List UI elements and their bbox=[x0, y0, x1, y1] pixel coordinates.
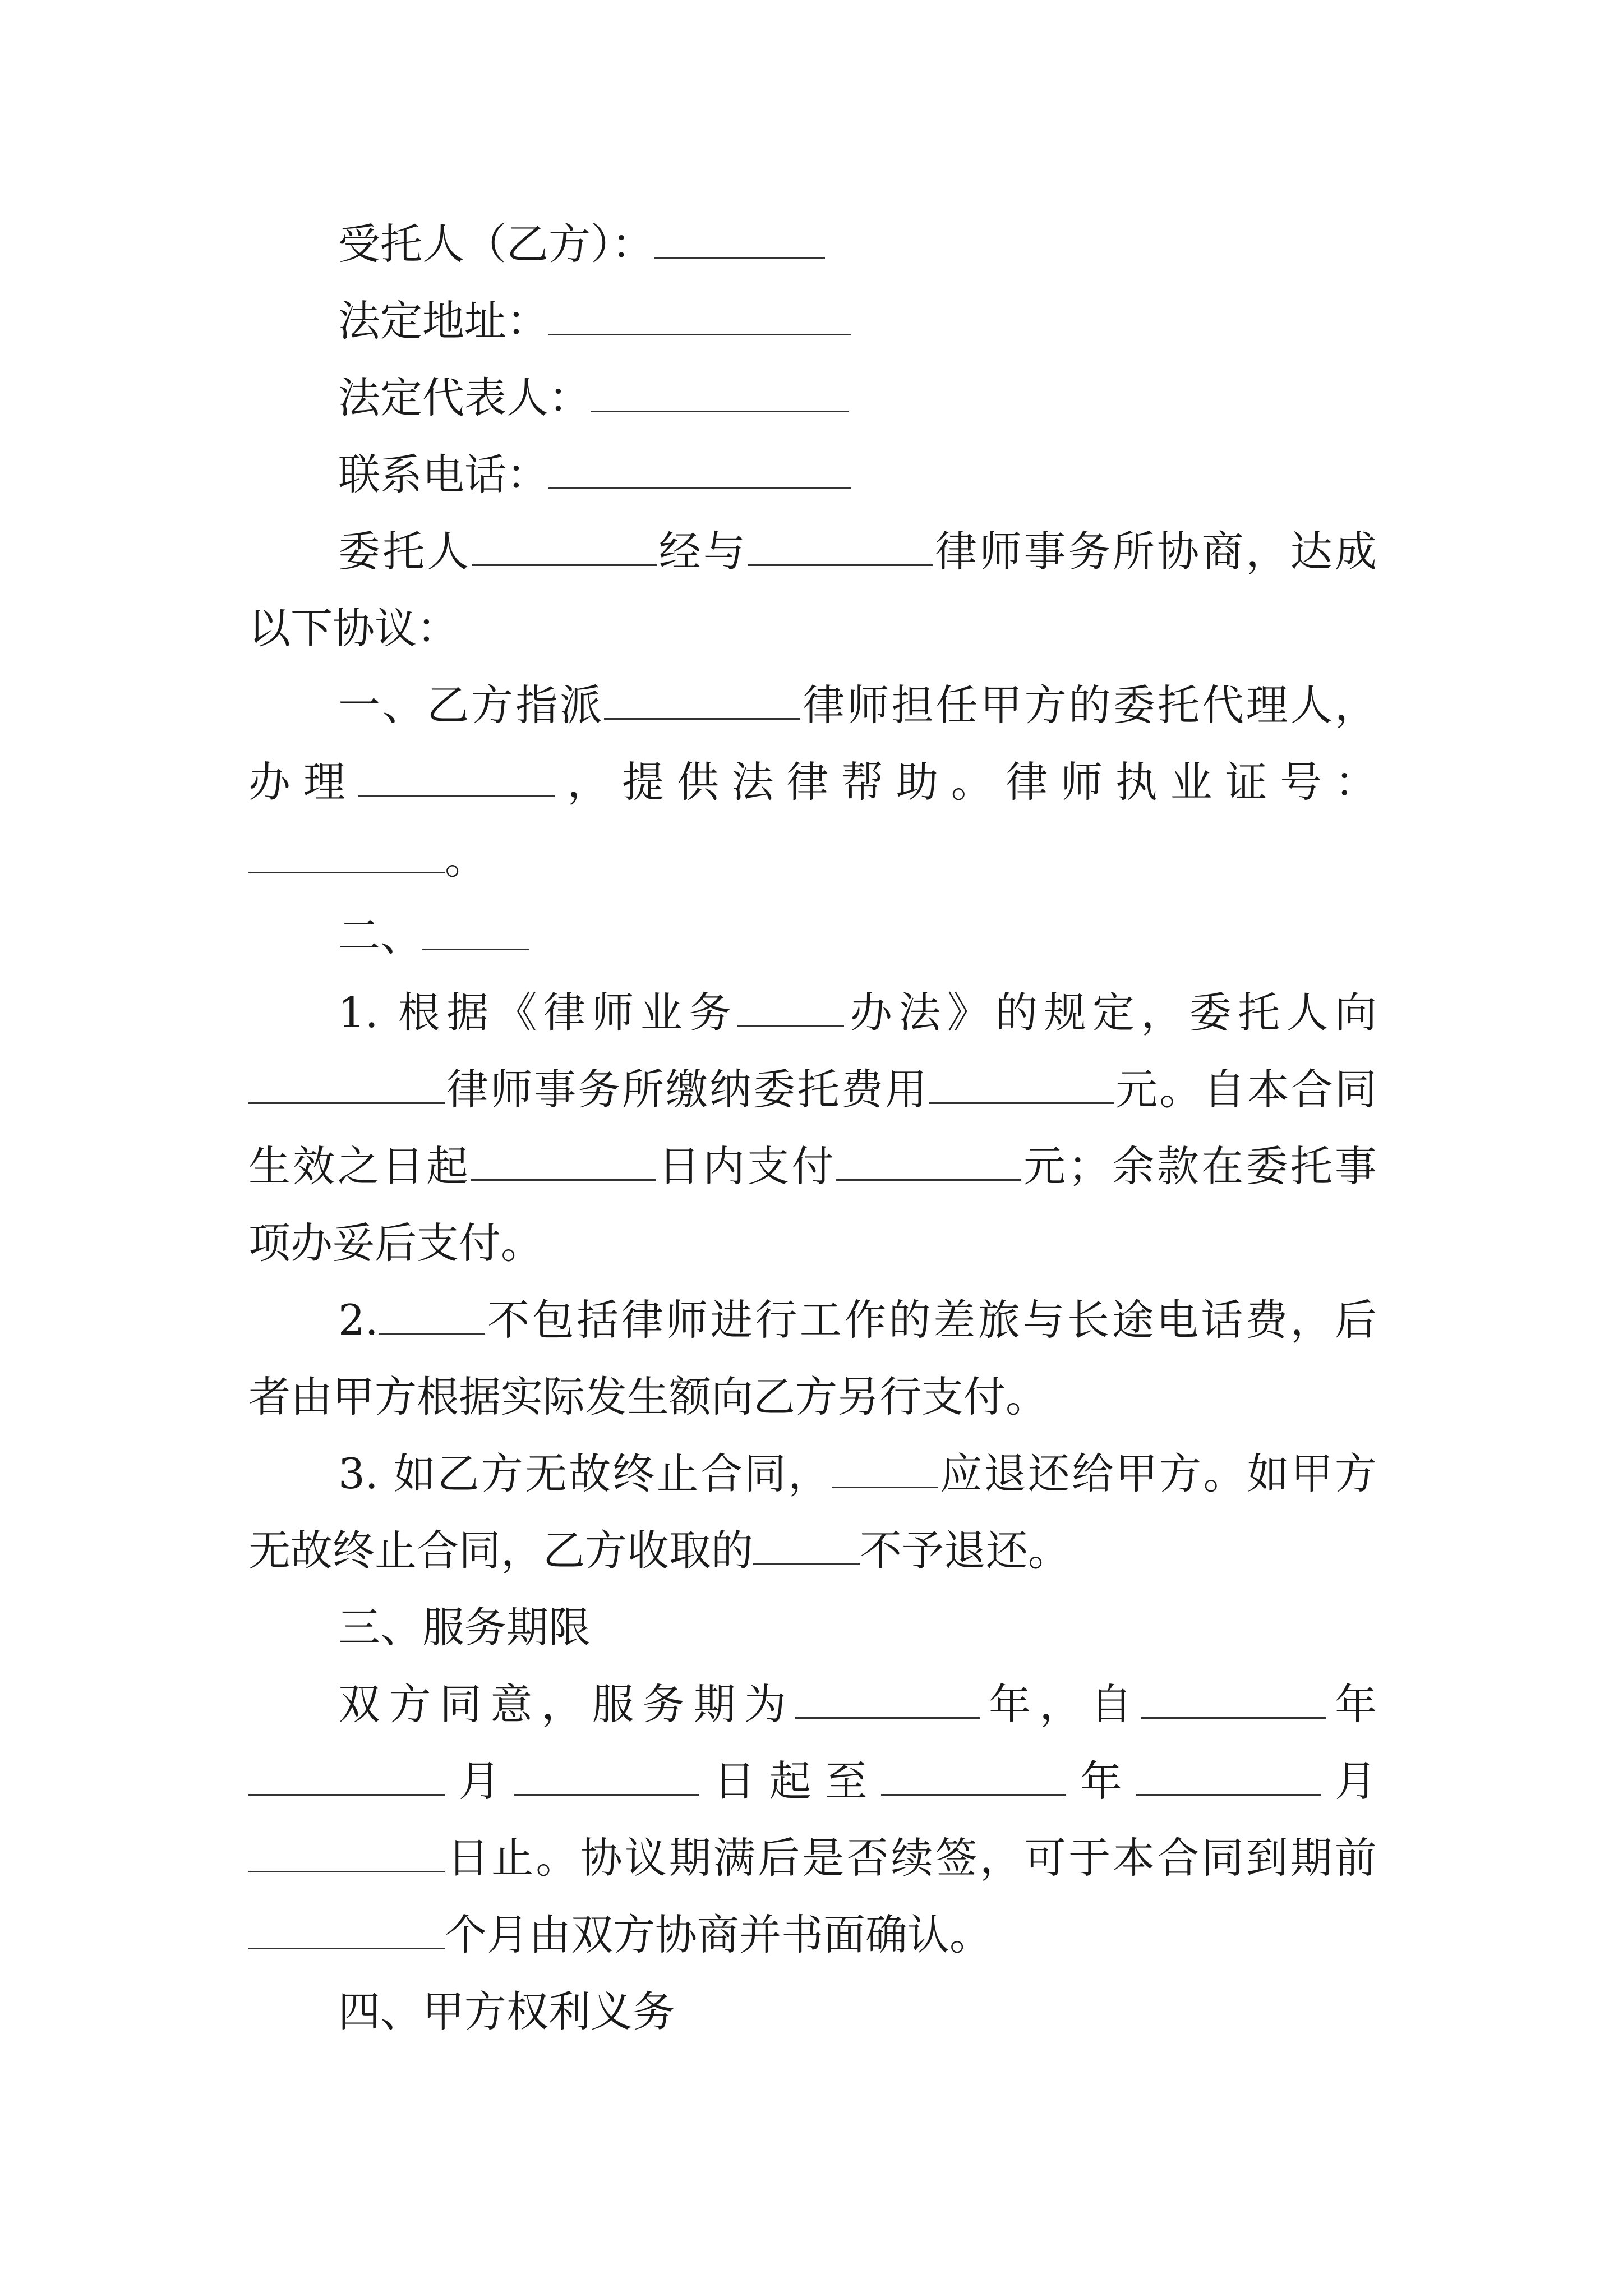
representative-label: 法定代表人： bbox=[338, 373, 591, 422]
end-year-blank bbox=[881, 1760, 1066, 1796]
section1-text: 一、乙方指派 bbox=[338, 680, 605, 730]
start-year-blank bbox=[1141, 1683, 1326, 1719]
section4-title-text: 四、甲方权利义务 bbox=[338, 1987, 675, 2036]
firm-name-blank bbox=[248, 1069, 445, 1104]
section1-text: 。 bbox=[445, 834, 487, 884]
phone-blank bbox=[548, 454, 851, 489]
section2-item1-line-2 bbox=[248, 1061, 1377, 1117]
days-blank bbox=[471, 1145, 656, 1181]
section2-item1-line-3 bbox=[248, 1138, 1377, 1194]
section3-line-1 bbox=[338, 1676, 1377, 1732]
section1-line-3 bbox=[248, 831, 1377, 887]
section1-line-1 bbox=[338, 677, 1377, 733]
renewal-months-blank bbox=[248, 1914, 445, 1949]
section3-line-3 bbox=[248, 1830, 1377, 1886]
phone-label: 联系电话： bbox=[338, 450, 549, 499]
section3-text: 日起至 bbox=[699, 1756, 881, 1806]
intro-line-1 bbox=[338, 523, 1377, 579]
item1-text: 1. 根据《律师业务 bbox=[338, 988, 737, 1037]
section2-title-text: 二、 bbox=[338, 911, 423, 960]
law-firm-blank bbox=[748, 531, 933, 566]
refund-blank bbox=[832, 1453, 938, 1488]
address-line bbox=[338, 293, 1377, 349]
representative-line bbox=[338, 370, 1377, 426]
section3-text: 年，自 bbox=[980, 1680, 1141, 1729]
item1-text: 元；余款在委托事 bbox=[1021, 1142, 1377, 1191]
section2-title-blank bbox=[422, 915, 529, 950]
section3-title bbox=[338, 1599, 1377, 1655]
item1-text: 项办妥后支付。 bbox=[248, 1218, 543, 1268]
fee-amount-blank bbox=[929, 1069, 1114, 1104]
section2-title bbox=[338, 908, 1377, 964]
item1-text: 日内支付 bbox=[656, 1142, 836, 1191]
end-day-blank bbox=[248, 1837, 445, 1872]
item3-text: 无故终止合同，乙方收取的 bbox=[248, 1526, 754, 1575]
section3-text: 双方同意，服务期为 bbox=[338, 1680, 795, 1729]
client-blank bbox=[472, 531, 657, 566]
matter-blank bbox=[358, 761, 555, 797]
section3-title-text: 三、服务期限 bbox=[338, 1603, 591, 1652]
regulation-blank bbox=[737, 992, 844, 1027]
section3-line-2 bbox=[248, 1753, 1377, 1809]
section1-text: ，提供法律帮助。律师执业证号： bbox=[554, 757, 1377, 807]
section3-text: 年 bbox=[1066, 1756, 1136, 1806]
fee-blank bbox=[379, 1299, 485, 1335]
initial-payment-blank bbox=[836, 1145, 1021, 1181]
start-month-blank bbox=[248, 1760, 445, 1796]
section3-text: 个月由双方协商并书面确认。 bbox=[445, 1910, 992, 1959]
term-years-blank bbox=[795, 1683, 980, 1719]
section1-line-2 bbox=[248, 754, 1377, 810]
section2-item1-line-1 bbox=[338, 984, 1377, 1041]
section3-text: 日止。协议期满后是否续签，可于本合同到期前 bbox=[445, 1833, 1377, 1883]
item1-text: 律师事务所缴纳委托费用 bbox=[445, 1065, 929, 1114]
item2-text: 者由甲方根据实际发生额向乙方另行支付。 bbox=[248, 1372, 1048, 1421]
section3-text: 月 bbox=[1321, 1756, 1377, 1806]
start-day-blank bbox=[514, 1760, 699, 1796]
section2-item3-line-2 bbox=[248, 1522, 1377, 1579]
intro-line-2 bbox=[248, 600, 1377, 656]
lawyer-name-blank bbox=[604, 684, 800, 720]
trustee-blank bbox=[654, 223, 825, 259]
license-number-blank bbox=[248, 838, 445, 873]
item2-text: 不包括律师进行工作的差旅与长途电话费，后 bbox=[485, 1295, 1377, 1345]
trustee-line bbox=[338, 216, 1377, 272]
section2-item2-line-2 bbox=[248, 1369, 1377, 1425]
section3-text: 月 bbox=[445, 1756, 515, 1806]
collected-fee-blank bbox=[753, 1530, 860, 1565]
item2-text: 2. bbox=[338, 1295, 379, 1345]
address-label: 法定地址： bbox=[338, 296, 549, 346]
section1-text: 办理 bbox=[248, 757, 358, 807]
address-blank bbox=[548, 300, 851, 335]
item1-text: 生效之日起 bbox=[248, 1142, 471, 1191]
item1-text: 元。自本合同 bbox=[1113, 1065, 1377, 1114]
section2-item3-line-1 bbox=[338, 1446, 1377, 1502]
section3-line-4 bbox=[248, 1907, 1377, 1963]
item3-text: 3. 如乙方无故终止合同， bbox=[338, 1449, 832, 1498]
section1-text: 律师担任甲方的委托代理人， bbox=[800, 680, 1377, 730]
intro-text: 委托人 bbox=[338, 527, 472, 576]
item1-text: 办法》的规定，委托人向 bbox=[843, 988, 1377, 1037]
phone-line bbox=[338, 447, 1377, 503]
intro-text: 以下协议： bbox=[248, 604, 459, 653]
section2-item1-line-4 bbox=[248, 1215, 1377, 1271]
section4-title bbox=[338, 1984, 1377, 2040]
intro-text: 经与 bbox=[656, 527, 748, 576]
section3-text: 年 bbox=[1326, 1680, 1377, 1729]
representative-blank bbox=[591, 377, 849, 412]
item3-text: 应退还给甲方。如甲方 bbox=[938, 1449, 1377, 1498]
intro-text: 律师事务所协商，达成 bbox=[933, 527, 1377, 576]
end-month-blank bbox=[1136, 1760, 1321, 1796]
item3-text: 不予退还。 bbox=[860, 1526, 1071, 1575]
section2-item2-line-1 bbox=[338, 1292, 1377, 1348]
trustee-label: 受托人（乙方）： bbox=[338, 219, 654, 269]
